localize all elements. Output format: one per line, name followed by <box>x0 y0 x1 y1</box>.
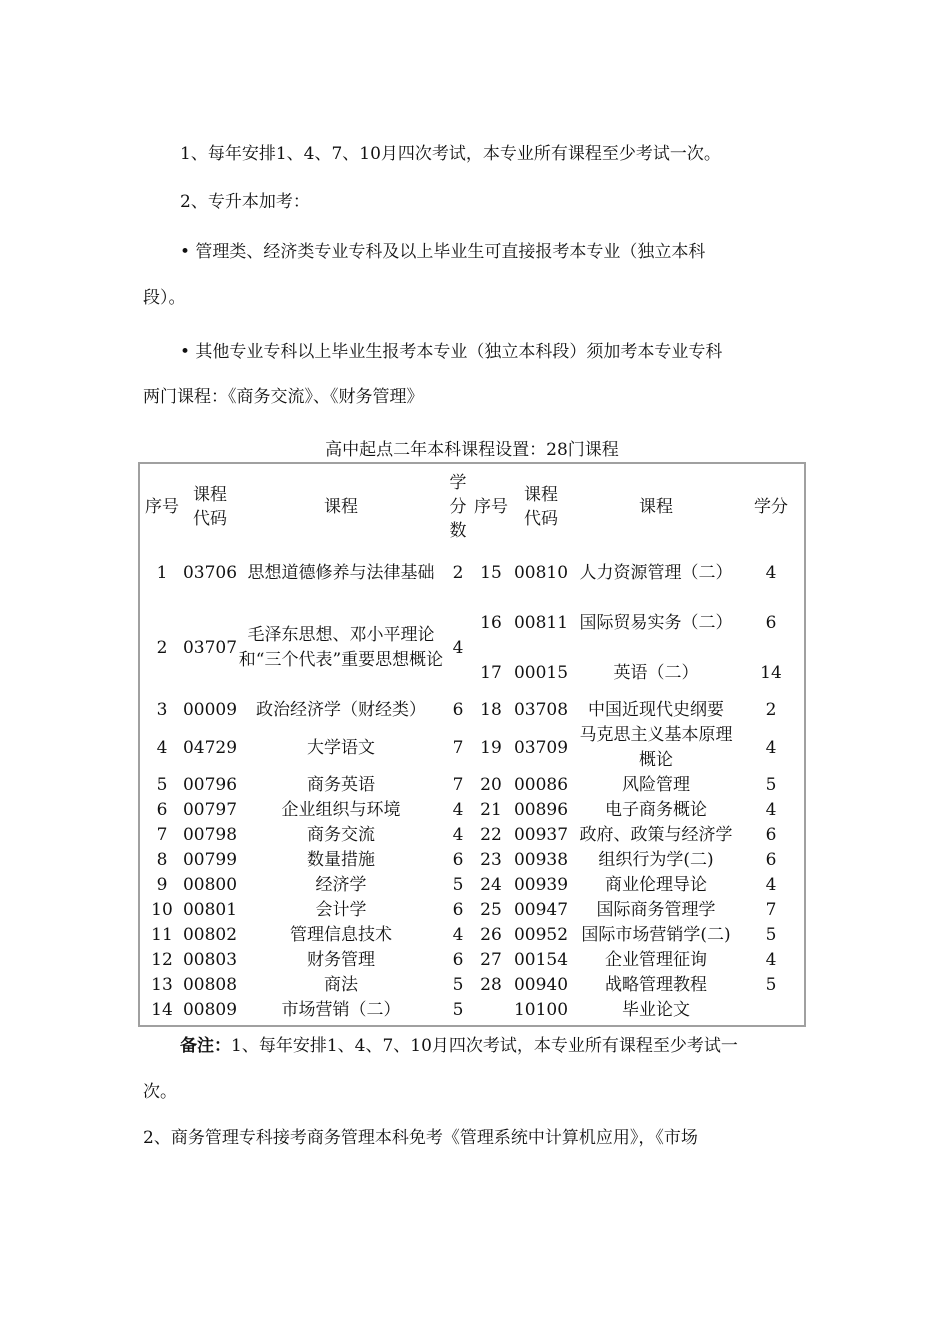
cell-credit: 7 <box>452 775 464 795</box>
cell-code: 03708 <box>513 700 569 720</box>
table-row <box>142 848 802 873</box>
header-seq: 序号 <box>145 497 179 517</box>
cell-seq: 19 <box>480 737 502 758</box>
cell-code: 00009 <box>182 700 238 720</box>
cell-credit: 4 <box>452 825 464 845</box>
cell-seq: 13 <box>151 975 173 995</box>
header-credit: 学 分 数 <box>449 473 467 541</box>
cell-course: 毛泽东思想、邓小平理论和“三个代表”重要思想概论 <box>238 625 444 670</box>
header-code: 课程 代码 <box>193 485 227 529</box>
cell-credit: 4 <box>452 637 464 658</box>
bullet-1-line-2: 段）。 <box>143 288 186 308</box>
bullet-1-line-1: • 管理类、经济类专业专科及以上毕业生可直接报考本专业（独立本科 <box>180 242 706 262</box>
cell-course: 国际市场营销学(二) <box>581 925 731 945</box>
cell-credit: 6 <box>765 825 777 845</box>
cell-course: 组织行为学(二) <box>598 850 714 870</box>
table-row <box>142 798 802 823</box>
header-course: 课程 <box>324 497 358 517</box>
paragraph-1: 1、每年安排1、4、7、10月四次考试，本专业所有课程至少考试一次。 <box>180 144 721 164</box>
cell-seq: 14 <box>151 1000 173 1020</box>
cell-seq: 16 <box>480 612 502 633</box>
cell-course: 毕业论文 <box>622 1000 690 1020</box>
cell-seq: 25 <box>480 900 502 920</box>
table-row <box>142 973 802 998</box>
course-table <box>138 462 806 1027</box>
cell-seq: 21 <box>480 800 502 820</box>
cell-credit: 6 <box>452 700 464 720</box>
table-row <box>142 923 802 948</box>
cell-seq: 7 <box>156 825 168 845</box>
cell-code: 00811 <box>513 612 569 633</box>
cell-credit: 6 <box>452 850 464 870</box>
cell-code: 00939 <box>513 875 569 895</box>
table-caption: 高中起点二年本科课程设置：28门课程 <box>325 440 619 460</box>
table-row <box>142 823 802 848</box>
cell-credit: 5 <box>765 925 777 945</box>
note-1-line-2: 次。 <box>143 1082 177 1102</box>
cell-code: 00938 <box>513 850 569 870</box>
cell-credit: 5 <box>765 775 777 795</box>
cell-credit: 2 <box>452 562 464 583</box>
cell-seq: 15 <box>480 562 502 583</box>
cell-code: 00015 <box>513 662 569 683</box>
cell-course: 商法 <box>324 975 358 995</box>
cell-seq: 23 <box>480 850 502 870</box>
cell-course: 政治经济学（财经类） <box>256 700 426 720</box>
header-course-2: 课程 <box>639 497 673 517</box>
cell-seq: 24 <box>480 875 502 895</box>
table-row <box>142 723 802 773</box>
cell-credit: 4 <box>765 562 777 583</box>
cell-course: 管理信息技术 <box>290 925 392 945</box>
cell-seq: 20 <box>480 775 502 795</box>
cell-course: 市场营销（二） <box>281 1000 401 1020</box>
cell-code: 00896 <box>513 800 569 820</box>
cell-seq: 17 <box>480 662 502 683</box>
paragraph-2: 2、专升本加考： <box>180 192 310 212</box>
cell-code: 00937 <box>513 825 569 845</box>
note-label: 备注： <box>180 1036 231 1056</box>
cell-credit: 2 <box>765 700 777 720</box>
cell-code: 00801 <box>182 900 238 920</box>
table-row <box>142 548 802 598</box>
cell-seq: 3 <box>156 700 168 720</box>
cell-code: 00796 <box>182 775 238 795</box>
cell-credit: 7 <box>765 900 777 920</box>
cell-seq: 11 <box>151 925 173 945</box>
table-row <box>142 873 802 898</box>
cell-credit: 6 <box>452 900 464 920</box>
cell-course: 会计学 <box>315 900 367 920</box>
cell-credit: 7 <box>452 737 464 758</box>
cell-course: 商业伦理导论 <box>605 875 707 895</box>
cell-seq: 26 <box>480 925 502 945</box>
cell-code: 00809 <box>182 1000 238 1020</box>
cell-code: 00154 <box>513 950 569 970</box>
cell-seq: 4 <box>156 737 168 758</box>
cell-seq: 2 <box>156 637 168 658</box>
cell-code: 00803 <box>182 950 238 970</box>
cell-course: 战略管理教程 <box>605 975 707 995</box>
cell-course: 英语（二） <box>613 662 699 683</box>
cell-seq <box>472 998 510 1023</box>
bullet-2-line-2: 两门课程：《商务交流》、《财务管理》 <box>143 387 424 407</box>
cell-course: 风险管理 <box>622 775 690 795</box>
cell-course: 政府、政策与经济学 <box>579 825 733 845</box>
cell-course: 财务管理 <box>307 950 375 970</box>
cell-seq: 22 <box>480 825 502 845</box>
cell-credit: 6 <box>765 612 777 633</box>
cell-credit: 6 <box>452 950 464 970</box>
table-row <box>142 998 802 1023</box>
cell-seq: 12 <box>151 950 173 970</box>
cell-seq: 18 <box>480 700 502 720</box>
cell-credit: 4 <box>452 800 464 820</box>
table-row <box>142 773 802 798</box>
cell-course: 企业组织与环境 <box>281 800 401 820</box>
cell-credit <box>740 998 802 1023</box>
cell-code: 03709 <box>513 737 569 758</box>
cell-credit: 4 <box>765 875 777 895</box>
header-code-2: 课程 代码 <box>524 485 558 529</box>
cell-course: 人力资源管理（二） <box>579 562 733 583</box>
cell-course: 经济学 <box>315 875 367 895</box>
cell-code: 00086 <box>513 775 569 795</box>
cell-code: 10100 <box>513 1000 569 1020</box>
cell-course: 商务交流 <box>307 825 375 845</box>
cell-course: 商务英语 <box>307 775 375 795</box>
table-row <box>142 898 802 923</box>
cell-seq: 9 <box>156 875 168 895</box>
cell-code: 03707 <box>182 637 238 658</box>
cell-credit: 5 <box>452 1000 464 1020</box>
cell-code: 00940 <box>513 975 569 995</box>
cell-code: 03706 <box>182 562 238 583</box>
cell-course: 企业管理征询 <box>605 950 707 970</box>
cell-seq: 28 <box>480 975 502 995</box>
table-row <box>142 598 802 648</box>
cell-course: 国际贸易实务（二） <box>579 612 733 633</box>
note-1-text: 1、每年安排1、4、7、10月四次考试，本专业所有课程至少考试一 <box>231 1036 738 1056</box>
table-header-row <box>142 466 802 548</box>
cell-code: 00810 <box>513 562 569 583</box>
cell-code: 00802 <box>182 925 238 945</box>
cell-seq: 1 <box>156 562 168 583</box>
cell-credit: 5 <box>765 975 777 995</box>
cell-course: 电子商务概论 <box>605 800 707 820</box>
note-1-line-1 <box>180 1022 738 1071</box>
cell-seq: 10 <box>151 900 173 920</box>
cell-code: 00800 <box>182 875 238 895</box>
header-credit-2: 学分 <box>754 497 788 517</box>
bullet-2-line-1: • 其他专业专科以上毕业生报考本专业（独立本科段）须加考本专业专科 <box>180 342 723 362</box>
cell-credit: 4 <box>452 925 464 945</box>
cell-credit: 5 <box>452 975 464 995</box>
cell-credit: 14 <box>760 662 782 683</box>
cell-credit: 4 <box>765 800 777 820</box>
cell-course: 国际商务管理学 <box>596 900 716 920</box>
cell-credit: 4 <box>765 950 777 970</box>
header-seq-2: 序号 <box>474 497 508 517</box>
cell-course: 大学语文 <box>307 737 375 758</box>
cell-code: 00947 <box>513 900 569 920</box>
cell-credit: 5 <box>452 875 464 895</box>
cell-credit: 4 <box>765 737 777 758</box>
cell-course: 数量措施 <box>307 850 375 870</box>
table-row <box>142 698 802 723</box>
cell-code: 00799 <box>182 850 238 870</box>
note-2: 2、商务管理专科接考商务管理本科免考《管理系统中计算机应用》，《市场 <box>143 1128 698 1148</box>
cell-code: 00808 <box>182 975 238 995</box>
cell-code: 00797 <box>182 800 238 820</box>
table-row <box>142 948 802 973</box>
cell-seq: 6 <box>156 800 168 820</box>
cell-course: 马克思主义基本原理概论 <box>579 725 733 770</box>
cell-seq: 5 <box>156 775 168 795</box>
cell-code: 04729 <box>182 737 238 758</box>
cell-code: 00798 <box>182 825 238 845</box>
cell-seq: 8 <box>156 850 168 870</box>
cell-course: 思想道德修养与法律基础 <box>247 562 435 583</box>
cell-seq: 27 <box>480 950 502 970</box>
cell-credit: 6 <box>765 850 777 870</box>
cell-course: 中国近现代史纲要 <box>588 700 724 720</box>
cell-code: 00952 <box>513 925 569 945</box>
